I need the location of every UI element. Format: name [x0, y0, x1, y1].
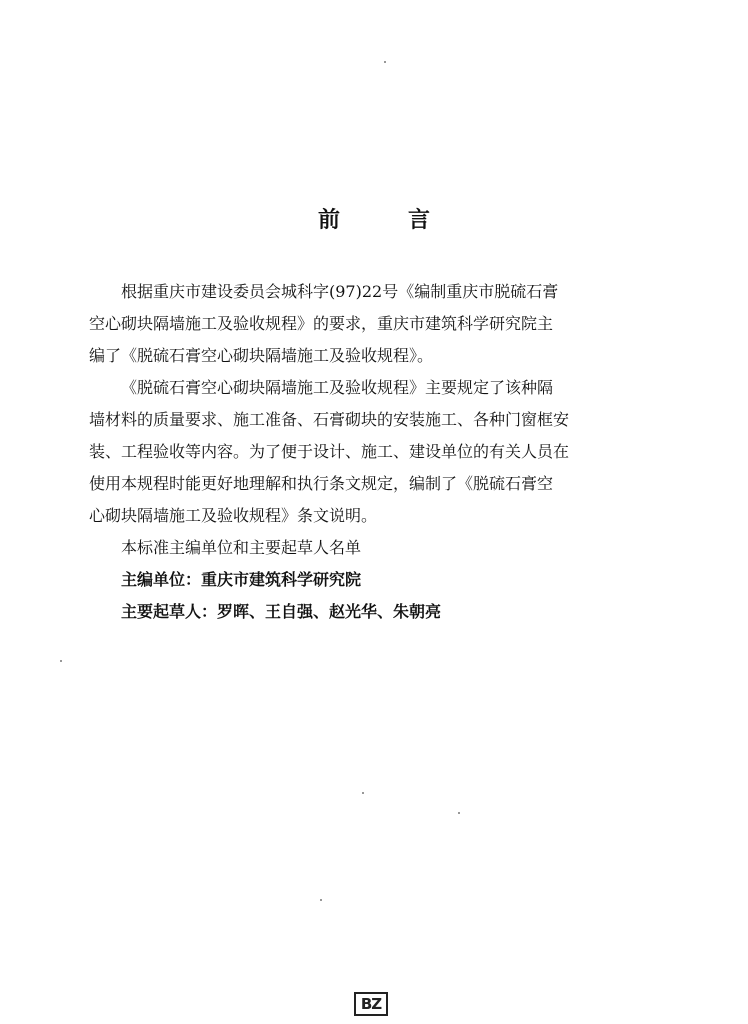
paragraph-2-line-4: 使用本规程时能更好地理解和执行条文规定，编制了《脱硫石膏空 — [89, 474, 554, 493]
paragraph-2-line-5: 心砌块隔墙施工及验收规程》条文说明。 — [89, 506, 378, 525]
drafting-list-intro: 本标准主编单位和主要起草人名单 — [121, 538, 362, 557]
paragraph-1-line-1: 根据重庆市建设委员会城科字(97)22号《编制重庆市脱硫石膏 — [121, 282, 559, 301]
main-drafters: 主要起草人：罗晖、王自强、赵光华、朱朝亮 — [121, 602, 442, 621]
scan-speck — [60, 660, 62, 662]
publisher-logo: BZ — [354, 992, 388, 1016]
paragraph-2-line-3: 装、工程验收等内容。为了便于设计、施工、建设单位的有关人员在 — [89, 442, 570, 461]
paragraph-1-line-3: 编了《脱硫石膏空心砌块隔墙施工及验收规程》。 — [89, 346, 434, 365]
paragraph-2-line-2: 墙材料的质量要求、施工准备、石膏砌块的安装施工、各种门窗框安 — [89, 410, 570, 429]
page-title-char-1: 前 — [317, 207, 340, 233]
page-title — [0, 203, 748, 234]
chief-editing-unit: 主编单位：重庆市建筑科学研究院 — [121, 570, 362, 589]
scan-speck — [362, 792, 364, 794]
scan-speck — [384, 61, 386, 63]
paragraph-1-line-2: 空心砌块隔墙施工及验收规程》的要求，重庆市建筑科学研究院主 — [89, 314, 554, 333]
paragraph-2-line-1: 《脱硫石膏空心砌块隔墙施工及验收规程》主要规定了该种隔 — [121, 378, 554, 397]
scan-speck — [320, 899, 322, 901]
scan-speck — [458, 812, 460, 814]
preface-body — [89, 276, 649, 628]
page-title-char-2: 言 — [408, 207, 431, 233]
